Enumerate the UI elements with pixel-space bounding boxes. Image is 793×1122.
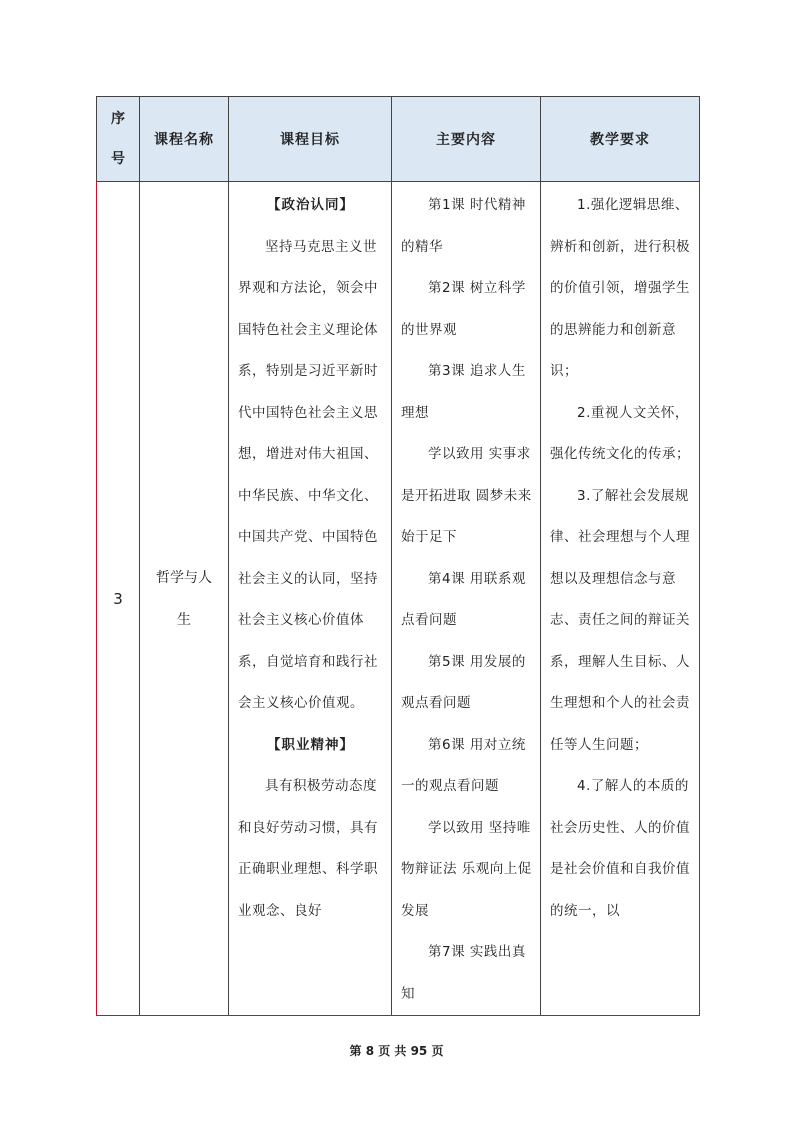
requirement-item: 2.重视人文关怀，强化传统文化的传承； bbox=[550, 404, 690, 462]
content-item: 第1课 时代精神的精华 bbox=[401, 197, 526, 255]
row-main-content bbox=[392, 182, 541, 1016]
page-footer: 第 8 页 共 95 页 bbox=[349, 1044, 444, 1058]
header-seq-label: 序号 bbox=[111, 111, 125, 167]
requirement-item: 4.了解人的本质的社会历史性、人的价值是社会价值和自我价值的统一，以 bbox=[550, 778, 690, 919]
content-item: 第4课 用联系观点看问题 bbox=[401, 570, 526, 628]
main-content-text bbox=[392, 182, 540, 1015]
goal-heading: 【职业精神】 bbox=[267, 736, 354, 753]
teaching-requirement-text bbox=[541, 182, 699, 932]
table-row bbox=[97, 182, 700, 1016]
content-item: 第3课 追求人生理想 bbox=[401, 363, 526, 421]
goal-paragraph: 坚持马克思主义世界观和方法论，领会中国特色社会主义理论体系，特别是习近平新时代中国特色社会主义思想，增进对伟大祖国、中华民族、中华文化、中国共产党、中国特色社会主义的认同，坚持社会主义核心价值体系，自觉培育和践行社会主义核心价值观。 bbox=[238, 238, 378, 711]
content-item: 第2课 树立科学的世界观 bbox=[401, 280, 526, 338]
header-row bbox=[97, 97, 700, 182]
content-item: 第5课 用发展的观点看问题 bbox=[401, 653, 526, 711]
content-item: 第6课 用对立统一的观点看问题 bbox=[401, 736, 526, 794]
header-course-goal: 课程目标 bbox=[229, 97, 392, 182]
requirement-item: 3.了解社会发展规律、社会理想与个人理想以及理想信念与意志、责任之间的辩证关系，理解人生目标、人生理想和个人的社会责任等人生问题； bbox=[550, 487, 690, 753]
row-seq: 3 bbox=[97, 182, 140, 1016]
course-goal-text bbox=[229, 182, 391, 932]
header-main-content: 主要内容 bbox=[392, 97, 541, 182]
header-seq bbox=[97, 97, 140, 182]
content-item: 学以致用 实事求是开拓进取 圆梦未来始于足下 bbox=[401, 446, 532, 545]
goal-paragraph: 具有积极劳动态度和良好劳动习惯，具有正确职业理想、科学职业观念、良好 bbox=[238, 778, 378, 919]
row-course-name: 哲学与人生 bbox=[140, 182, 229, 1016]
row-teaching-requirement bbox=[541, 182, 700, 1016]
content-item: 学以致用 坚持唯物辩证法 乐观向上促发展 bbox=[401, 819, 532, 919]
course-table bbox=[96, 96, 700, 1016]
header-course-name: 课程名称 bbox=[140, 97, 229, 182]
row-course-goal bbox=[229, 182, 392, 1016]
requirement-item: 1.强化逻辑思维、辨析和创新，进行积极的价值引领，增强学生的思辨能力和创新意识； bbox=[550, 197, 690, 379]
goal-heading: 【政治认同】 bbox=[267, 197, 354, 213]
header-teaching-requirement: 教学要求 bbox=[541, 97, 700, 182]
content-item: 第7课 实践出真知 bbox=[401, 944, 526, 1002]
